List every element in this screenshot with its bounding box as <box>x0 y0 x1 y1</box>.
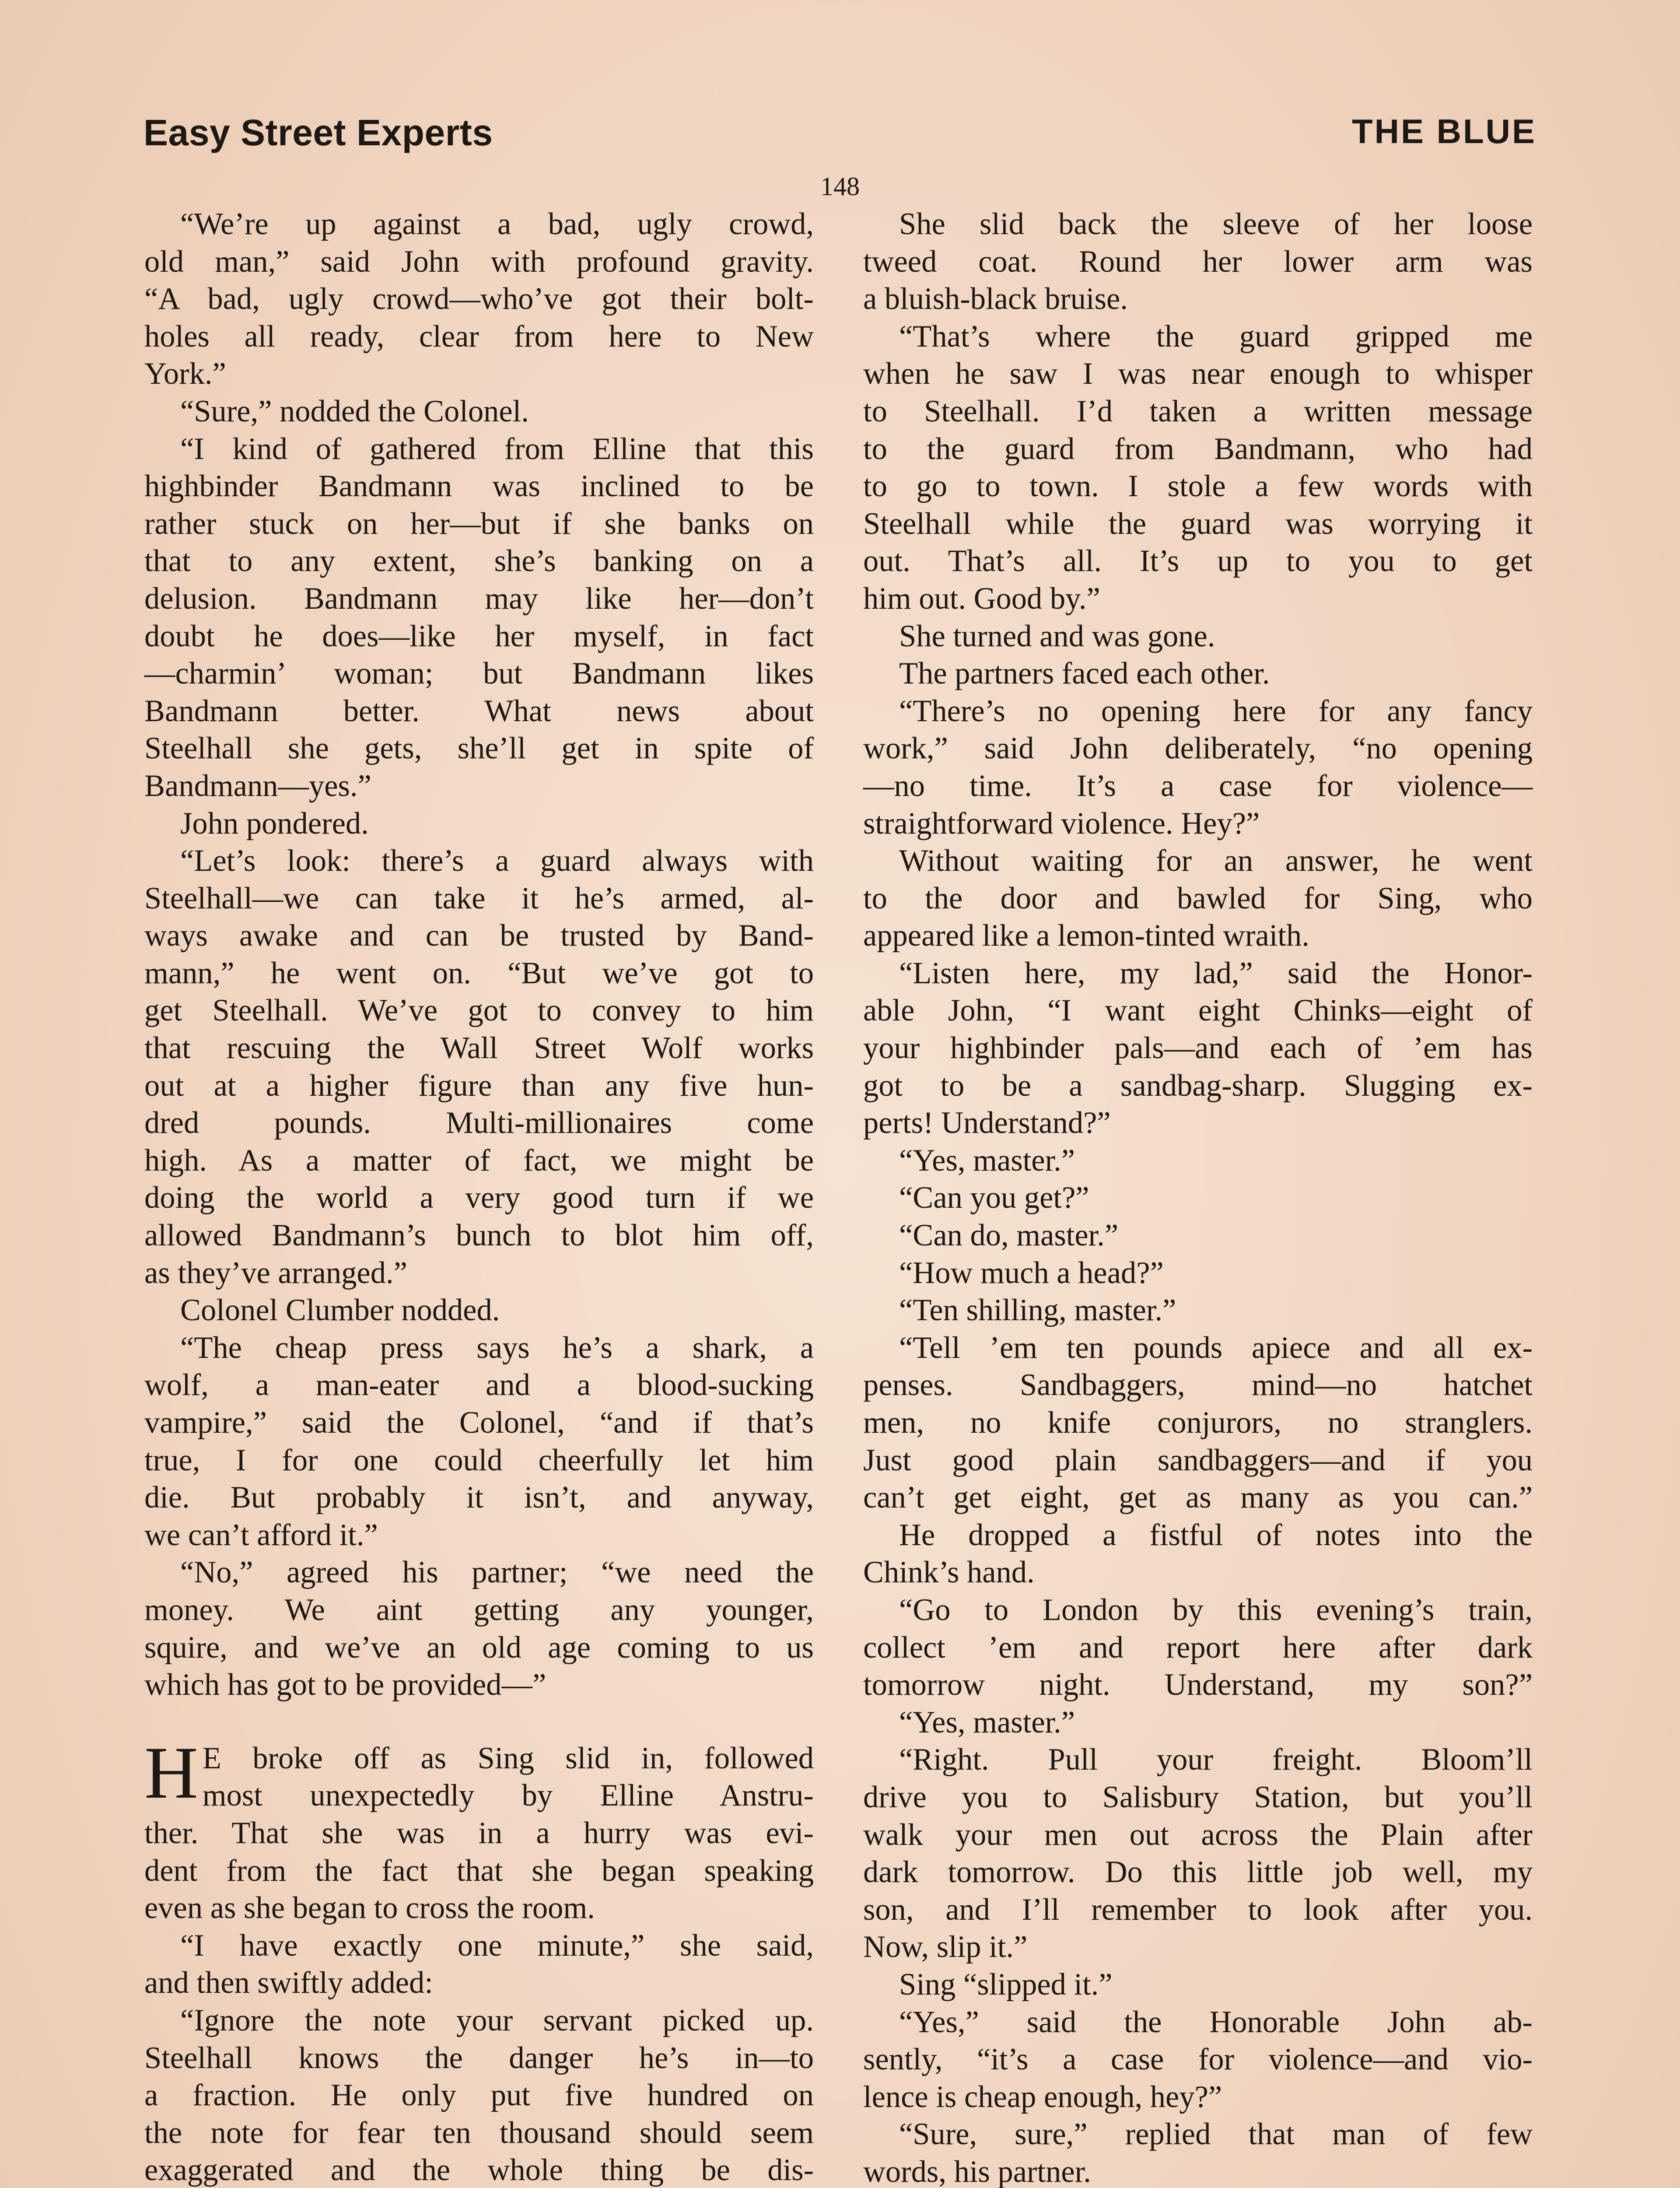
text-line <box>863 243 1533 281</box>
line-text: ther. That she was in a hurry was evi- <box>144 1816 814 1850</box>
line-text: a bluish-black bruise. <box>863 282 1128 316</box>
line-text: Steelhall—we can take it he’s armed, al- <box>144 881 814 915</box>
line-text: rather stuck on her—but if she banks on <box>144 506 814 541</box>
line-text: She turned and was gone. <box>899 619 1215 653</box>
line-text: “Can do, master.” <box>899 1218 1119 1253</box>
line-text: penses. Sandbaggers, mind—no hatchet <box>863 1368 1533 1403</box>
line-text: and then swiftly added: <box>144 1966 433 2000</box>
text-line <box>144 1217 814 1255</box>
text-line <box>144 1852 814 1890</box>
text-line <box>863 1030 1533 1067</box>
line-text: She slid back the sleeve of her loose <box>899 207 1533 241</box>
text-line <box>863 2116 1533 2153</box>
line-text: son, and I’ll remember to look after you. <box>863 1892 1533 1927</box>
text-line <box>863 842 1533 880</box>
text-line <box>144 768 814 805</box>
line-text: “No,” agreed his partner; “we need the <box>180 1555 814 1590</box>
line-text: “Yes,” said the Honorable John ab- <box>899 2005 1533 2039</box>
text-line <box>144 393 814 431</box>
text-line <box>863 618 1533 656</box>
paragraph-break <box>144 1704 814 1740</box>
drop-cap: H <box>144 1731 198 1814</box>
line-text: can’t get eight, get as many as you can.” <box>863 1480 1533 1515</box>
line-text: words, his partner. <box>863 2154 1091 2188</box>
line-text: get Steelhall. We’ve got to convey to him <box>144 993 814 1028</box>
line-text: “I have exactly one minute,” she said, <box>180 1928 814 1963</box>
line-text: that rescuing the Wall Street Wolf works <box>144 1031 814 1066</box>
line-text: “We’re up against a bad, ugly crowd, <box>180 207 814 241</box>
text-line <box>863 1554 1533 1592</box>
text-line <box>144 1666 814 1704</box>
text-line <box>863 1517 1533 1554</box>
line-text: “A bad, ugly crowd—who’ve got their bolt- <box>144 282 814 316</box>
text-line <box>144 1067 814 1105</box>
text-line <box>144 955 814 992</box>
line-text: York.” <box>144 357 226 391</box>
text-line <box>144 1442 814 1480</box>
line-text: dark tomorrow. Do this little job well, my <box>863 1855 1533 1890</box>
text-line <box>863 318 1533 356</box>
text-line <box>863 2041 1533 2079</box>
text-line <box>144 1927 814 1965</box>
text-line <box>144 1815 814 1852</box>
text-line <box>144 580 814 618</box>
text-line <box>863 693 1533 730</box>
text-line <box>144 880 814 918</box>
line-text: Chink’s hand. <box>863 1555 1035 1590</box>
line-text: squire, and we’ve an old age coming to us <box>144 1630 814 1665</box>
line-text: The partners faced each other. <box>899 656 1270 691</box>
text-line <box>863 992 1533 1030</box>
line-text: “Sure, sure,” replied that man of few <box>899 2117 1533 2152</box>
text-line <box>863 1329 1533 1367</box>
line-text: wolf, a man-eater and a blood-sucking <box>144 1368 814 1403</box>
line-text: Steelhall she gets, she’ll get in spite of <box>144 731 814 766</box>
page-number: 148 <box>820 172 860 201</box>
text-line <box>144 1329 814 1367</box>
text-line <box>863 1105 1533 1142</box>
line-text: got to be a sandbag-sharp. Slugging ex- <box>863 1068 1533 1103</box>
text-line <box>863 2079 1533 2116</box>
line-text: E broke off as Sing slid in, followed <box>202 1741 814 1775</box>
text-line <box>863 1255 1533 1292</box>
line-text: even as she began to cross the room. <box>144 1891 595 1925</box>
line-text: “Yes, master.” <box>899 1143 1075 1178</box>
line-text: vampire,” said the Colonel, “and if that’s <box>144 1406 814 1440</box>
text-line <box>144 1292 814 1329</box>
text-line <box>863 1929 1533 1966</box>
line-text: “Yes, master.” <box>899 1705 1075 1739</box>
text-line <box>863 1854 1533 1891</box>
text-line <box>863 1704 1533 1742</box>
text-line <box>144 1105 814 1142</box>
line-text: work,” said John deliberately, “no opening <box>863 731 1533 766</box>
text-line <box>863 1442 1533 1480</box>
line-text: —no time. It’s a case for violence— <box>863 768 1533 803</box>
text-line <box>144 318 814 356</box>
text-line <box>863 1179 1533 1217</box>
line-text: allowed Bandmann’s bunch to blot him off, <box>144 1218 814 1253</box>
text-line <box>863 1479 1533 1517</box>
line-text: true, I for one could cheerfully let him <box>144 1443 814 1477</box>
text-line <box>863 880 1533 918</box>
text-line <box>144 1479 814 1517</box>
text-line <box>144 693 814 730</box>
line-text: walk your men out across the Plain after <box>863 1817 1533 1852</box>
line-text: holes all ready, clear from here to New <box>144 319 814 354</box>
text-line <box>144 618 814 656</box>
text-line <box>144 1404 814 1442</box>
story-title: Easy Street Experts <box>144 112 493 153</box>
line-text: your highbinder pals—and each of ’em has <box>863 1031 1533 1066</box>
line-text: Steelhall while the guard was worrying it <box>863 506 1533 541</box>
line-text: die. But probably it isn’t, and anyway, <box>144 1480 814 1515</box>
line-text: tweed coat. Round her lower arm was <box>863 244 1533 279</box>
line-text: money. We aint getting any younger, <box>144 1592 814 1627</box>
text-line <box>144 355 814 393</box>
line-text: doubt he does—like her myself, in fact <box>144 619 814 653</box>
text-line <box>863 431 1533 468</box>
text-line <box>863 1217 1533 1255</box>
line-text: “The cheap press says he’s a shark, a <box>180 1330 814 1365</box>
text-line <box>144 1517 814 1554</box>
line-text: highbinder Bandmann was inclined to be <box>144 469 814 504</box>
line-text: able John, “I want eight Chinks—eight of <box>863 993 1533 1028</box>
text-line <box>144 206 814 243</box>
text-line <box>144 1142 814 1180</box>
text-line <box>863 1629 1533 1667</box>
text-line <box>144 281 814 318</box>
text-column-left <box>144 206 814 2188</box>
text-line <box>863 393 1533 431</box>
line-text: “Tell ’em ten pounds apiece and all ex- <box>899 1330 1533 1365</box>
text-line <box>863 206 1533 243</box>
text-line <box>863 1592 1533 1629</box>
text-line <box>144 1629 814 1667</box>
line-text: out at a higher figure than any five hun- <box>144 1068 814 1103</box>
running-header <box>144 112 1536 160</box>
text-line <box>863 505 1533 543</box>
line-text: we can’t afford it.” <box>144 1518 378 1552</box>
line-text: to the door and bawled for Sing, who <box>863 881 1533 915</box>
text-line <box>863 917 1533 955</box>
text-line <box>863 1142 1533 1180</box>
line-text: to go to town. I stole a few words with <box>863 469 1533 504</box>
line-text: that to any extent, she’s banking on a <box>144 544 814 579</box>
line-text: doing the world a very good turn if we <box>144 1181 814 1215</box>
text-line <box>144 1367 814 1404</box>
line-text: lence is cheap enough, hey?” <box>863 2079 1222 2114</box>
line-text: dred pounds. Multi-millionaires come <box>144 1106 814 1140</box>
text-line <box>144 2002 814 2040</box>
text-line <box>144 1030 814 1067</box>
line-text: perts! Understand?” <box>863 1106 1111 1140</box>
text-line <box>863 2153 1533 2188</box>
text-line <box>863 468 1533 505</box>
line-text: collect ’em and report here after dark <box>863 1630 1533 1665</box>
text-line <box>144 431 814 468</box>
text-line <box>144 2040 814 2077</box>
text-line <box>863 768 1533 805</box>
line-text: “I kind of gathered from Elline that this <box>180 431 814 466</box>
text-line <box>863 2004 1533 2041</box>
line-text: which has got to be provided—” <box>144 1668 546 1702</box>
line-text: sently, “it’s a case for violence—and vio- <box>863 2042 1533 2077</box>
line-text: exaggerated and the whole thing be dis- <box>144 2153 814 2188</box>
line-text: ways awake and can be trusted by Band- <box>144 919 814 953</box>
line-text: Now, slip it.” <box>863 1930 1028 1964</box>
line-text: Sing “slipped it.” <box>899 1967 1113 2002</box>
text-line <box>144 1592 814 1629</box>
line-text: as they’ve arranged.” <box>144 1255 407 1290</box>
text-line <box>144 468 814 505</box>
line-text: “Go to London by this evening’s train, <box>899 1592 1533 1627</box>
text-line <box>144 2152 814 2188</box>
line-text: mann,” he went on. “But we’ve got to <box>144 956 814 990</box>
line-text: him out. Good by.” <box>863 581 1100 616</box>
text-line <box>863 1067 1533 1105</box>
text-line <box>863 1891 1533 1929</box>
text-line <box>144 1890 814 1927</box>
text-line <box>144 1255 814 1292</box>
text-line <box>144 243 814 281</box>
line-text: dent from the fact that she began speaking <box>144 1853 814 1888</box>
line-text: —charmin’ woman; but Bandmann likes <box>144 656 814 691</box>
line-text: men, no knife conjurors, no stranglers. <box>863 1406 1533 1440</box>
line-text: “Let’s look: there’s a guard always with <box>180 844 814 878</box>
line-text: delusion. Bandmann may like her—don’t <box>144 581 814 616</box>
text-line <box>144 2114 814 2152</box>
text-line <box>863 1367 1533 1404</box>
line-text: when he saw I was near enough to whisper <box>863 357 1533 391</box>
text-line <box>863 355 1533 393</box>
line-text: to Steelhall. I’d taken a written message <box>863 394 1533 428</box>
text-line <box>144 917 814 955</box>
line-text: out. That’s all. It’s up to you to get <box>863 544 1533 579</box>
line-text: tomorrow night. Understand, my son?” <box>863 1668 1533 1702</box>
line-text: Bandmann better. What news about <box>144 694 814 728</box>
line-text: “Ignore the note your servant picked up. <box>180 2003 814 2037</box>
text-line <box>144 1179 814 1217</box>
line-text: “Can you get?” <box>899 1181 1089 1215</box>
text-line <box>863 1779 1533 1816</box>
text-line <box>863 1816 1533 1854</box>
text-line <box>144 992 814 1030</box>
line-text: “That’s where the guard gripped me <box>899 319 1533 354</box>
text-line <box>863 655 1533 693</box>
line-text: “Sure,” nodded the Colonel. <box>180 394 529 428</box>
text-line <box>863 955 1533 992</box>
line-text: John pondered. <box>180 806 369 841</box>
line-text: “Right. Pull your freight. Bloom’ll <box>899 1743 1533 1777</box>
line-text: appeared like a lemon-tinted wraith. <box>863 919 1309 953</box>
text-line <box>863 281 1533 318</box>
magazine-title: THE BLUE <box>1352 112 1536 151</box>
text-line <box>863 580 1533 618</box>
text-column-right <box>863 206 1533 2188</box>
line-text: Without waiting for an answer, he went <box>899 844 1533 878</box>
line-text: high. As a matter of fact, we might be <box>144 1143 814 1178</box>
line-text: Just good plain sandbaggers—and if you <box>863 1443 1533 1477</box>
text-line <box>863 805 1533 843</box>
line-text: a fraction. He only put five hundred on <box>144 2078 814 2113</box>
line-text: “How much a head?” <box>899 1255 1164 1290</box>
text-line <box>144 1964 814 2002</box>
text-line <box>863 1666 1533 1704</box>
text-line <box>144 805 814 843</box>
text-line <box>144 1554 814 1592</box>
line-text: to the guard from Bandmann, who had <box>863 431 1533 466</box>
text-line <box>144 505 814 543</box>
line-text: Bandmann—yes.” <box>144 768 371 803</box>
line-text: “Ten shilling, master.” <box>899 1293 1176 1328</box>
line-text: the note for fear ten thousand should seem <box>144 2115 814 2150</box>
text-line <box>863 1966 1533 2004</box>
text-line <box>863 730 1533 768</box>
line-text: “Listen here, my lad,” said the Honor- <box>899 956 1533 990</box>
line-text: He dropped a fistful of notes into the <box>899 1518 1533 1552</box>
text-line <box>144 2077 814 2114</box>
line-text: straightforward violence. Hey?” <box>863 806 1260 841</box>
line-text: Colonel Clumber nodded. <box>180 1293 500 1328</box>
text-line <box>863 1292 1533 1329</box>
text-line <box>863 1741 1533 1779</box>
line-text: Steelhall knows the danger he’s in—to <box>144 2041 814 2075</box>
text-line <box>863 543 1533 580</box>
line-text: old man,” said John with profound gravity. <box>144 244 814 279</box>
text-line <box>144 730 814 768</box>
text-line <box>863 1404 1533 1442</box>
text-line <box>144 543 814 580</box>
line-text: most unexpectedly by Elline Anstru- <box>202 1778 814 1813</box>
text-line <box>144 655 814 693</box>
text-line <box>144 1777 814 1815</box>
line-text: “There’s no opening here for any fancy <box>899 694 1533 728</box>
text-line <box>144 842 814 880</box>
line-text: drive you to Salisbury Station, but you’ll <box>863 1780 1533 1814</box>
